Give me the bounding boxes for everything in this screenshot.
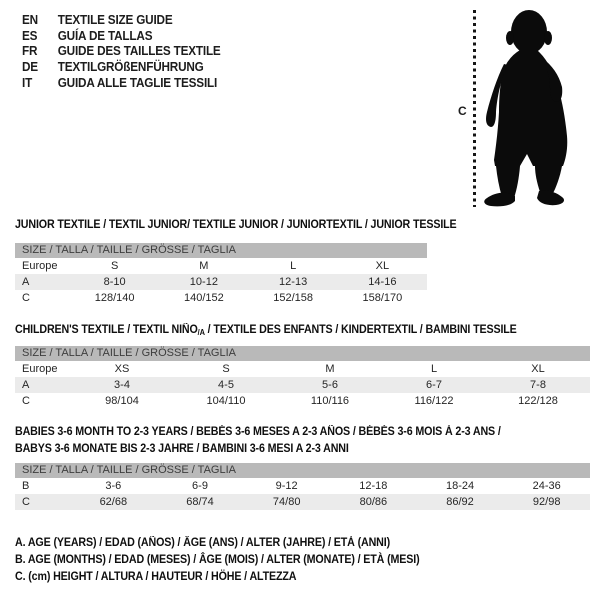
size-cell: L <box>290 260 297 272</box>
age-cell: 10-12 <box>189 276 218 288</box>
height-measure-label: C <box>458 104 467 118</box>
language-row <box>22 76 221 92</box>
months-cell: 6-9 <box>192 480 208 492</box>
row-label: A <box>22 379 30 391</box>
height-cell: 62/68 <box>99 496 128 508</box>
age-cell: 6-7 <box>426 379 442 391</box>
title-line-2: BABYS 3-6 MONATE BIS 2-3 JAHRE / BAMBINI 3-6 MESI A 2-3 ANNI <box>15 443 349 455</box>
language-row <box>22 29 221 45</box>
language-row <box>22 44 221 60</box>
table-header-size: SIZE / TALLA / TAILLE / GRÖSSE / TAGLIA <box>15 243 427 258</box>
height-cell: 80/86 <box>359 496 388 508</box>
age-cell: 12-13 <box>279 276 308 288</box>
table-row-age <box>15 274 427 290</box>
table-row-height <box>15 393 590 409</box>
row-label: B <box>22 480 30 492</box>
months-cell: 12-18 <box>359 480 388 492</box>
footnote-height: C. (cm) HEIGHT / ALTURA / HAUTEUR / HÖHE / ALTEZZA <box>15 571 297 584</box>
months-cell: 9-12 <box>275 480 298 492</box>
baby-silhouette-icon <box>482 8 582 208</box>
height-cell: 68/74 <box>186 496 214 508</box>
row-label: A <box>22 276 30 288</box>
language-code: FR <box>22 44 38 59</box>
babies-size-table <box>15 463 590 510</box>
height-cell: 158/170 <box>362 292 403 304</box>
months-cell: 3-6 <box>105 480 122 492</box>
height-measure-dashed-line <box>473 10 476 207</box>
height-cell: 92/98 <box>532 496 561 508</box>
language-code: IT <box>22 75 33 90</box>
table-row-europe <box>15 361 590 377</box>
section-title-babies <box>15 424 501 458</box>
height-cell: 122/128 <box>518 395 558 407</box>
language-row <box>22 13 221 29</box>
row-label: C <box>22 395 30 407</box>
table-header-size: SIZE / TALLA / TAILLE / GRÖSSE / TAGLIA <box>15 346 590 361</box>
table-header-size: SIZE / TALLA / TAILLE / GRÖSSE / TAGLIA <box>15 463 590 478</box>
size-cell: M <box>325 363 335 375</box>
height-cell: 86/92 <box>446 496 474 508</box>
section-title-children <box>15 322 517 339</box>
age-cell: 5-6 <box>322 379 338 391</box>
height-cell: 98/104 <box>105 395 139 407</box>
language-row <box>22 60 221 76</box>
row-label: C <box>22 496 30 508</box>
age-cell: 8-10 <box>103 276 126 288</box>
language-title: GUÍA DE TALLAS <box>57 28 153 43</box>
height-cell: 140/152 <box>183 292 224 304</box>
size-cell: L <box>430 363 438 375</box>
language-code: DE <box>22 60 38 75</box>
age-cell: 14-16 <box>368 276 397 288</box>
height-cell: 110/116 <box>310 395 350 407</box>
language-title-list <box>22 13 221 91</box>
row-label: C <box>22 292 30 304</box>
age-cell: 7-8 <box>530 379 546 391</box>
age-cell: 3-4 <box>114 379 130 391</box>
size-cell: S <box>110 260 119 272</box>
children-size-table <box>15 346 590 409</box>
size-cell: XS <box>114 363 130 375</box>
age-cell: 4-5 <box>218 379 234 391</box>
height-cell: 116/122 <box>414 395 454 407</box>
title-text: CHILDREN'S TEXTILE / TEXTIL NIÑO <box>15 324 198 336</box>
language-title: TEXTILGRÖßENFÜHRUNG <box>57 60 204 75</box>
table-row-height <box>15 290 427 306</box>
months-cell: 24-36 <box>532 480 561 492</box>
title-line-1: BABIES 3-6 MONTH TO 2-3 YEARS / BEBÉS 3-6 MESES A 2-3 AÑOS / BÉBÉS 3-6 MOIS À 2-3 ANS / <box>15 426 501 438</box>
footnote-age-months: B. AGE (MONTHS) / EDAD (MESES) / ÂGE (MOIS) / ALTER (MONATE) / ETÀ (MESI) <box>15 554 420 567</box>
language-title: TEXTILE SIZE GUIDE <box>57 13 173 27</box>
title-subscript: /A <box>197 328 205 337</box>
language-title: GUIDA ALLE TAGLIE TESSILI <box>57 75 218 90</box>
junior-size-table <box>15 243 427 306</box>
table-row-europe <box>15 258 427 274</box>
footnote-legend <box>15 535 420 587</box>
language-code: ES <box>22 28 38 43</box>
size-cell: M <box>199 260 209 272</box>
section-title-junior: JUNIOR TEXTILE / TEXTIL JUNIOR/ TEXTILE JUNIOR / JUNIORTEXTIL / JUNIOR TESSILE <box>15 219 457 231</box>
height-cell: 152/158 <box>273 292 313 304</box>
language-code: EN <box>22 13 38 27</box>
language-title: GUIDE DES TAILLES TEXTILE <box>57 44 221 59</box>
row-label: Europe <box>22 260 58 272</box>
title-text: / TEXTILE DES ENFANTS / KINDERTEXTIL / BAMBINI TESSILE <box>204 324 517 336</box>
size-cell: XL <box>531 363 545 375</box>
table-row-months <box>15 478 590 494</box>
table-row-height <box>15 494 590 510</box>
height-cell: 128/140 <box>94 292 135 304</box>
table-row-age <box>15 377 590 393</box>
height-cell: 104/110 <box>206 395 246 407</box>
size-cell: XL <box>375 260 390 272</box>
footnote-age-years: A. AGE (YEARS) / EDAD (AÑOS) / ÂGE (ANS) / ALTER (JAHRE) / ETÀ (ANNI) <box>15 537 391 549</box>
months-cell: 18-24 <box>445 480 475 492</box>
height-cell: 74/80 <box>272 496 301 508</box>
size-cell: S <box>222 363 230 375</box>
row-label: Europe <box>22 363 58 375</box>
